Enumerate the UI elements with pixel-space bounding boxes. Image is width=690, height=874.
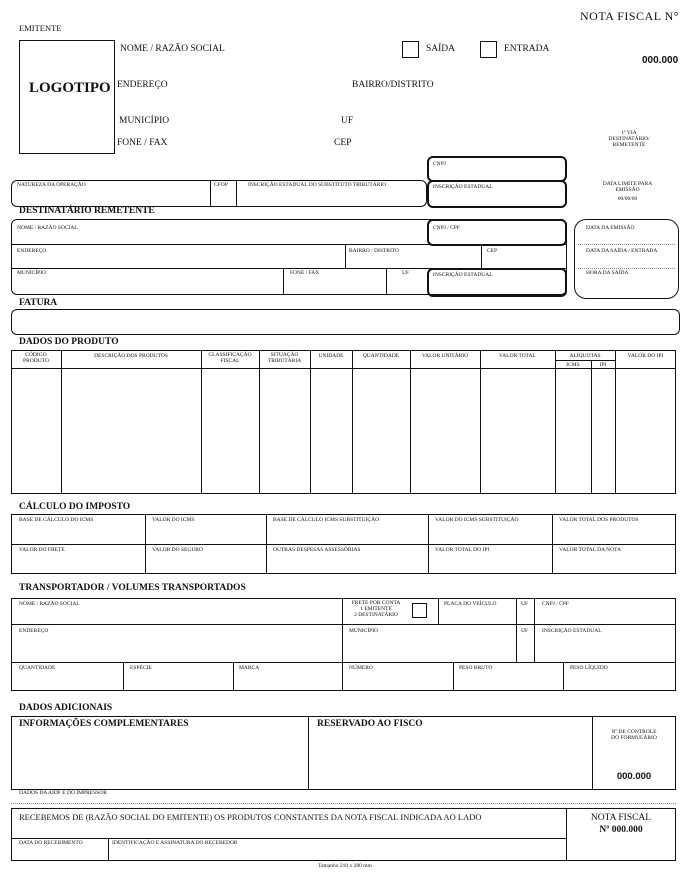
produtos-table: [11, 350, 676, 494]
emitente-cep-label: CEP: [334, 138, 352, 148]
emitente-ie-label: INSCRIÇÃO ESTADUAL: [433, 184, 493, 190]
nota-numero: 000.000: [642, 55, 679, 66]
tamanho-footer: Tamanho 210 x 280 mm: [318, 863, 372, 869]
vol-especie-label: ESPÉCIE: [130, 665, 152, 671]
frete-por-conta-label: FRETE POR CONTA 1 EMITENTE 2 DESTINATÁRIO: [351, 600, 401, 618]
entrada-checkbox[interactable]: [480, 41, 497, 58]
fatura-box[interactable]: [11, 309, 680, 335]
dest-municipio-label: MUNICÍPIO: [17, 270, 47, 276]
dest-cnpj-label: CNPJ / CPF: [433, 225, 460, 231]
dest-ie-box[interactable]: [427, 268, 567, 297]
dest-endereco-label: ENDEREÇO: [17, 248, 47, 254]
col-situacao: SITUAÇÃO TRIBUTÁRIA: [267, 352, 302, 364]
data-limite-label: DATA LIMITE PARA EMISSÃO: [602, 181, 653, 193]
ie-substituto-label: INSCRIÇÃO ESTADUAL DO SUBSTITUTO TRIBUTÁRIO: [248, 182, 387, 188]
transportador-title: TRANSPORTADOR / VOLUMES TRANSPORTADOS: [19, 583, 246, 593]
emitente-uf-label: UF: [341, 116, 354, 126]
emitente-municipio-label: MUNICÍPIO: [119, 116, 170, 126]
data-limite-value: 00/00/00: [617, 196, 638, 202]
reservado-fisco-label: RESERVADO AO FISCO: [317, 719, 423, 729]
col-codigo: CÓDIGO PRODUTO: [23, 352, 49, 364]
outras-despesas-label: OUTRAS DESPESAS ASSESSÓRIAS: [273, 547, 361, 553]
vol-numero-label: NÚMERO: [349, 665, 373, 671]
saida-label: SAÍDA: [426, 44, 456, 54]
destinatario-title: DESTINATÁRIO REMETENTE: [19, 206, 155, 216]
canhoto-nf-numero: Nº 000.000: [599, 825, 643, 835]
base-icms-label: BASE DE CÁLCULO DO ICMS: [19, 517, 94, 523]
col-unidade: UNIDADE: [318, 353, 344, 359]
emitente-ie-box[interactable]: [427, 180, 567, 208]
via-label: 1ª VIA DESTINATÁRIO/ REMETENTE: [608, 130, 650, 148]
dest-nome-label: NOME / RAZÃO SOCIAL: [17, 225, 78, 231]
data-emissao-label: DATA DA EMISSÃO: [586, 225, 635, 231]
controle-formulario-label: Nº DE CONTROLE DO FORMULÁRIO: [611, 729, 657, 742]
col-aliq-ipi: IPI: [599, 362, 607, 368]
canhoto-data-label: DATA DO RECEBIMENTO: [19, 840, 83, 846]
col-quantidade: QUANTIDADE: [362, 353, 400, 359]
valor-seguro-label: VALOR DO SEGURO: [152, 547, 203, 553]
vol-quantidade-label: QUANTIDADE: [19, 665, 56, 671]
document-title: NOTA FISCAL N°: [580, 9, 680, 23]
transp-cnpj-label: CNPJ / CPF: [542, 601, 569, 607]
fatura-title: FATURA: [19, 298, 58, 308]
transp-nome-label: NOME / RAZÃO SOCIAL: [19, 601, 80, 607]
cfop-label: CFOP: [214, 182, 228, 188]
dest-bairro-label: BAIRRO / DISTRITO: [349, 248, 400, 254]
cut-line: [11, 803, 676, 804]
data-saida-label: DATA DA SAÍDA / ENTRADA: [586, 248, 658, 254]
emitente-endereco-label: ENDEREÇO: [117, 80, 168, 90]
controle-formulario-numero: 000.000: [616, 771, 652, 782]
dest-fone-label: FONE / FAX: [290, 270, 320, 276]
emitente-nome-label: NOME / RAZÃO SOCIAL: [120, 44, 225, 54]
hora-saida-label: HORA DA SAÍDA: [586, 270, 629, 276]
transp-uf-label: UF: [521, 601, 529, 607]
col-aliq-icms: ICMS: [566, 362, 580, 368]
info-complementares-label: INFORMAÇÕES COMPLEMENTARES: [19, 719, 189, 729]
transp-endereco-label: ENDEREÇO: [19, 628, 49, 634]
emitente-cnpj-label: CNPJ: [433, 161, 446, 167]
logo-placeholder: LOGOTIPO: [29, 80, 111, 96]
dest-cnpj-box[interactable]: [427, 219, 567, 246]
dest-ie-label: INSCRIÇÃO ESTADUAL: [433, 272, 493, 278]
natureza-label: NATUREZA DA OPERAÇÃO: [17, 182, 86, 188]
emitente-fone-label: FONE / FAX: [117, 138, 168, 148]
valor-icms-subst-label: VALOR DO ICMS SUBSTITUIÇÃO: [435, 517, 519, 523]
imposto-title: CÁLCULO DO IMPOSTO: [19, 502, 131, 512]
emitente-bairro-label: BAIRRO/DISTRITO: [352, 80, 434, 90]
col-valor-ipi: VALOR DO IPI: [627, 353, 664, 359]
saida-checkbox[interactable]: [402, 41, 419, 58]
valor-total-ipi-label: VALOR TOTAL DO IPI: [435, 547, 490, 553]
col-descricao: DESCRIÇÃO DOS PRODUTOS: [94, 353, 168, 359]
col-aliquotas: ALÍQUOTAS: [569, 353, 601, 359]
vol-peso-bruto-label: PESO BRUTO: [459, 665, 493, 671]
canhoto-assinatura-label: IDENTIFICAÇÃO E ASSINATURA DO RECEBEDOR: [112, 840, 238, 846]
base-icms-subst-label: BASE DE CÁLCULO ICMS SUBSTITUIÇÃO: [273, 517, 380, 523]
emitente-cnpj-box[interactable]: [427, 156, 567, 182]
transp-ie-label: INSCRIÇÃO ESTADUAL: [542, 628, 602, 634]
logo-box: [19, 40, 115, 154]
placa-label: PLACA DO VEÍCULO: [444, 601, 497, 607]
adicionais-title: DADOS ADICIONAIS: [19, 703, 113, 713]
valor-total-produtos-label: VALOR TOTAL DOS PRODUTOS: [559, 517, 639, 523]
col-classificacao: CLASSIFICAÇÃO FISCAL: [208, 352, 252, 364]
valor-total-nota-label: VALOR TOTAL DA NOTA: [559, 547, 622, 553]
emitente-label: EMITENTE: [19, 23, 62, 33]
canhoto-nf-label: NOTA FISCAL: [590, 813, 652, 823]
valor-frete-label: VALOR DO FRETE: [19, 547, 65, 553]
frete-checkbox[interactable]: [412, 603, 427, 618]
transp-municipio-label: MUNICÍPIO: [349, 628, 379, 634]
aidf-label: DADOS DA AIDF E DO IMPRESSOR: [19, 790, 107, 796]
vol-peso-liquido-label: PESO LÍQUIDO: [570, 665, 608, 671]
transp-uf2-label: UF: [521, 628, 529, 634]
entrada-label: ENTRADA: [504, 44, 550, 54]
valor-icms-label: VALOR DO ICMS: [152, 517, 195, 523]
dest-uf-label: UF: [402, 270, 410, 276]
col-valor-total: VALOR TOTAL: [499, 353, 536, 359]
transportador-table: [11, 598, 676, 691]
canhoto-texto: RECEBEMOS DE (RAZÃO SOCIAL DO EMITENTE) OS PRODUTOS CONSTANTES DA NOTA FISCAL INDICADA AO LADO: [19, 812, 482, 822]
vol-marca-label: MARCA: [239, 665, 260, 671]
col-valor-unitario: VALOR UNITÁRIO: [421, 353, 469, 359]
produtos-title: DADOS DO PRODUTO: [19, 337, 119, 347]
dest-cep-label: CEP: [487, 248, 498, 254]
